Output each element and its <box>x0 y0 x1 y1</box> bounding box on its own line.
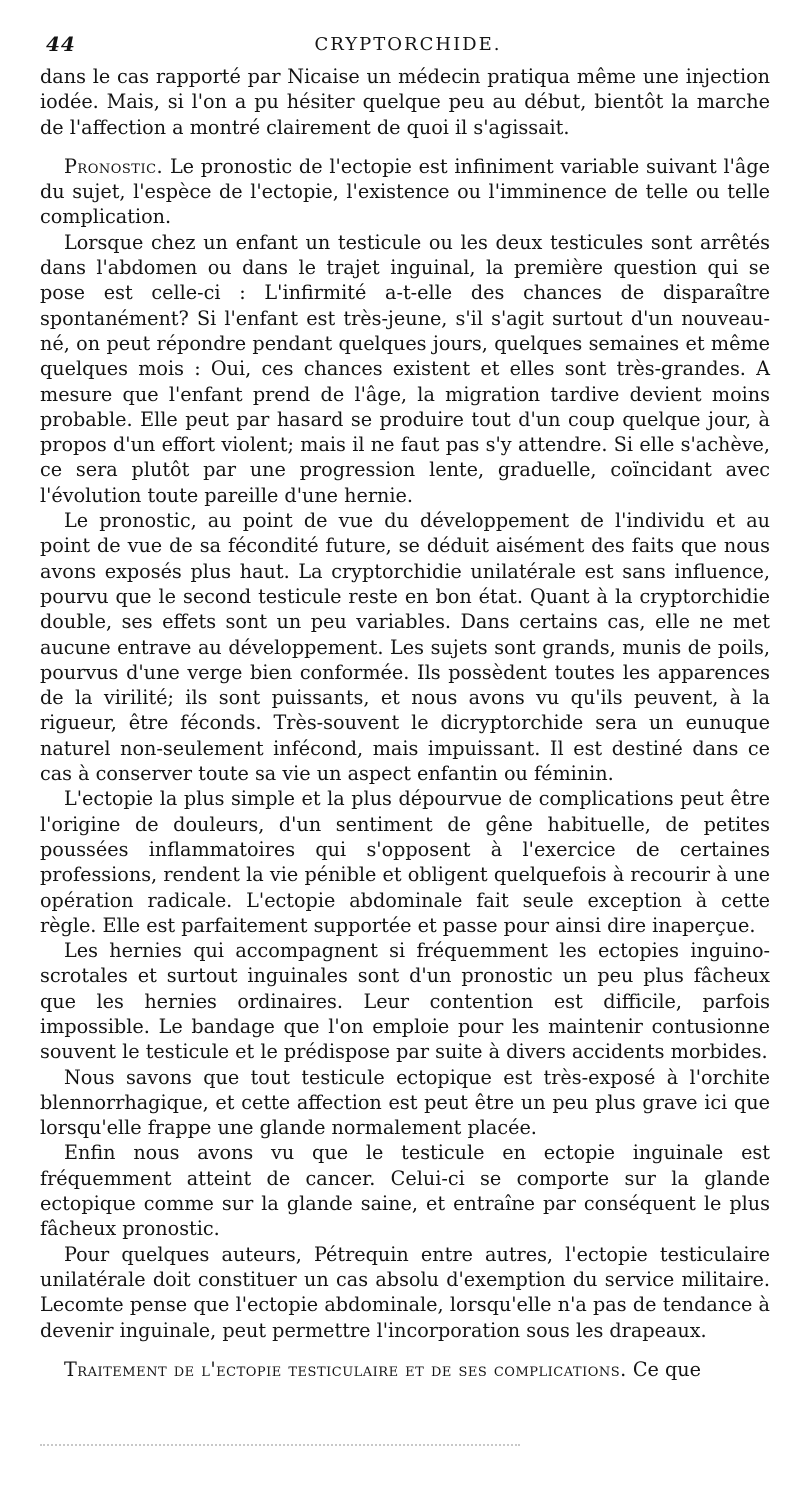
paragraph-text: Nous savons que tout testicule ectopique est très-exposé à l'orchite blennorrhagique, et cette affection est peut être un peu plus grave ici que lorsqu'elle frappe une glande normalement placée. <box>40 1065 770 1140</box>
running-title: CRYPTORCHIDE. <box>314 34 502 55</box>
paragraph <box>40 1065 770 1141</box>
paragraph <box>40 64 770 140</box>
paragraph <box>40 1357 770 1382</box>
paragraph-text: L'ectopie la plus simple et la plus dépourvue de complications peut être l'origine de douleurs, d'un sentiment de gêne habituelle, de petites poussées inflammatoires qui s'opposent à l'exercice de certaines professions, rendent la vie pénible et obligent quelquefois à recourir à une opération radicale. L'ectopie abdominale fait seule exception à cette règle. Elle est parfaitement supportée et passe pour ainsi dire inaperçue. <box>40 787 770 937</box>
paragraph <box>40 938 770 1064</box>
section-heading-traitement: Traitement de l'ectopie testiculaire et de ses complications. <box>64 1357 627 1381</box>
paragraph <box>40 154 770 230</box>
paragraph-text: Le pronostic de l'ectopie est infiniment variable suivant l'âge du sujet, l'espèce de l'ectopie, l'existence ou l'imminence de telle ou telle complication. <box>40 154 770 229</box>
paragraph-text: Ce que <box>632 1357 702 1381</box>
paragraph <box>40 1140 770 1241</box>
body-text <box>40 64 770 1382</box>
paragraph <box>40 230 770 508</box>
section-heading-pronostic: Pronostic. <box>64 154 164 178</box>
paragraph <box>40 508 770 786</box>
footer-dotted-rule <box>40 1444 520 1452</box>
paragraph-text: Enfin nous avons vu que le testicule en ectopie inguinale est fréquemment atteint de cancer. Celui-ci se comporte sur la glande ectopique comme sur la glande saine, et entraîne par conséquent le plus fâcheux pronostic. <box>40 1141 770 1241</box>
page-number: 44 <box>46 32 76 56</box>
paragraph-text: dans le cas rapporté par Nicaise un médecin pratiqua même une injection iodée. Mais, si l'on a pu hésiter quelque peu au début, bientôt la marche de l'affection a montré clairement de quoi il s'agissait. <box>40 65 770 139</box>
paragraph-text: Pour quelques auteurs, Pétrequin entre autres, l'ectopie testiculaire unilatérale doit constituer un cas absolu d'exemption du service militaire. Lecomte pense que l'ectopie abdominale, lorsqu'elle n'a pas de tendance à devenir inguinale, peut permettre l'incorporation sous les drapeaux. <box>40 1242 770 1342</box>
paragraph-text: Les hernies qui accompagnent si fréquemment les ectopies inguino-scrotales et surtout inguinales sont d'un pronostic un peu plus fâcheux que les hernies ordinaires. Leur contention est difficile, parfois impossible. Le bandage que l'on emploie pour les maintenir contusionne souvent le testicule et le prédispose par suite à divers accidents morbides. <box>40 939 770 1064</box>
paragraph-text: Le pronostic, au point de vue du développement de l'individu et au point de vue de sa fécondité future, se déduit aisément des faits que nous avons exposés plus haut. La cryptorchidie unilatérale est sans influence, pourvu que le second testicule reste en bon état. Quant à la cryptorchidie double, ses effets sont un peu variables. Dans certains cas, elle ne met aucune entrave au développement. Les sujets sont grands, munis de poils, pourvus d'une verge bien conformée. Ils possèdent toutes les apparences de la virilité; ils sont puissants, et nous avons vu qu'ils peuvent, à la rigueur, être féconds. Très-souvent le dicryptorchide sera un eunuque naturel non-seulement infécond, mais impuissant. Il est destiné dans ce cas à conserver toute sa vie un aspect enfantin ou féminin. <box>40 509 770 786</box>
paragraph <box>40 786 770 938</box>
page-header <box>46 30 770 62</box>
paragraph <box>40 1242 770 1343</box>
book-page <box>40 0 770 1490</box>
paragraph-text: Lorsque chez un enfant un testicule ou les deux testicules sont arrêtés dans l'abdomen ou dans le trajet inguinal, la première question qui se pose est celle-ci : L'infirmité a-t-elle des chances de disparaître spontanément? Si l'enfant est très-jeune, s'il s'agit surtout d'un nouveau-né, on peut répondre pendant quelques jours, quelques semaines et même quelques mois : Oui, ces chances existent et elles sont très-grandes. A mesure que l'enfant prend de l'âge, la migration tardive devient moins probable. Elle peut par hasard se produire tout d'un coup quelque jour, à propos d'un effort violent; mais il ne faut pas s'y attendre. Si elle s'achève, ce sera plutôt par une progression lente, graduelle, coïncidant avec l'évolution toute pareille d'une hernie. <box>40 230 770 507</box>
